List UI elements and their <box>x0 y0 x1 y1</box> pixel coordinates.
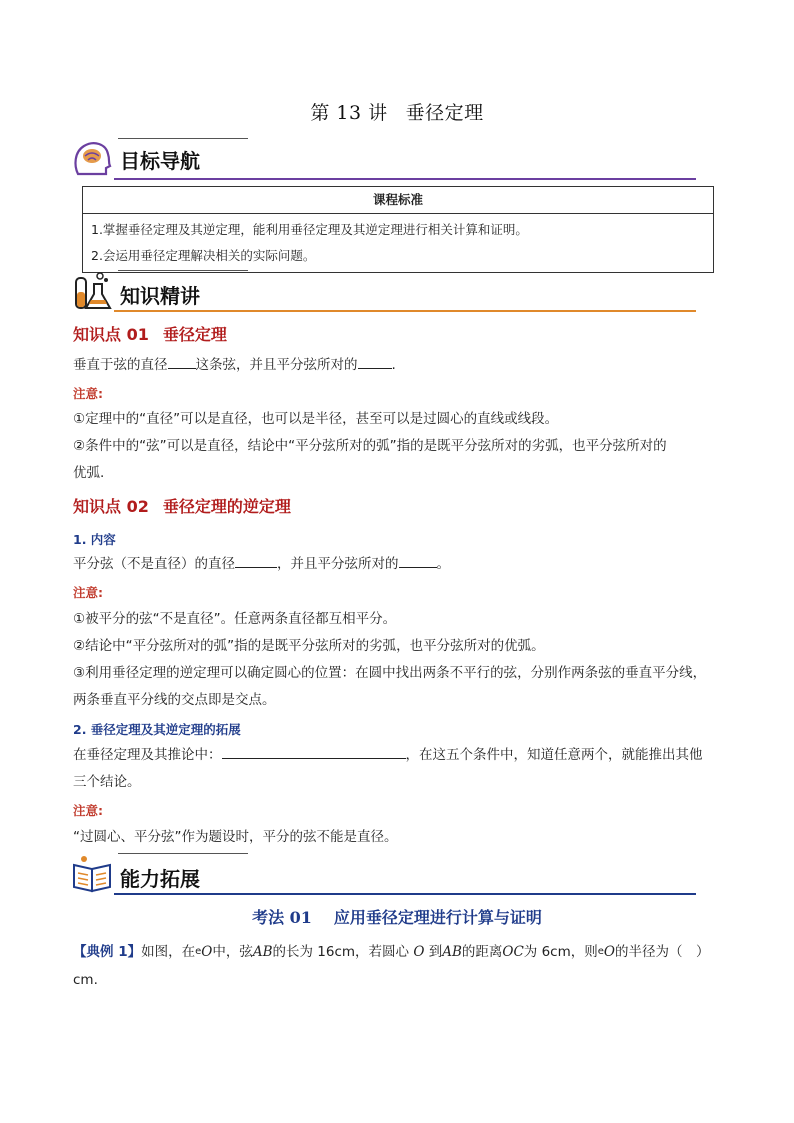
section-topline <box>118 853 248 854</box>
example-text: 的长为 16cm，若圆心 <box>272 944 410 960</box>
math-O: O <box>413 944 425 960</box>
table-cell <box>83 214 714 273</box>
circle-symbol: e <box>597 946 604 957</box>
example-text: 的半径为（ ） <box>615 944 710 960</box>
kp1-code: 知识点 01 <box>73 325 149 344</box>
fill-blank[interactable] <box>399 553 437 568</box>
example-text: 到 <box>428 944 443 960</box>
lab-flask-icon <box>70 270 116 312</box>
lecture-number: 第 13 讲 <box>310 102 388 124</box>
kp2-stmt-b: ，并且平分弦所对的 <box>277 556 399 572</box>
example-tag: 【典例 1】 <box>73 944 142 960</box>
knowledge-point-1-heading <box>73 322 227 345</box>
kp1-note-2: ②条件中的“弦”可以是直径，结论中“平分弦所对的弧”指的是既平分弦所对的劣弧，也平分弦所对的 <box>73 438 667 454</box>
kp2-name: 垂径定理的逆定理 <box>162 497 291 516</box>
example-text: 中，弦 <box>212 944 253 960</box>
kp2-extension <box>73 742 723 768</box>
kp2-note-3-cont: 两条垂直平分线的交点即是交点。 <box>73 692 276 708</box>
section-ability-header <box>70 853 696 895</box>
section-knowledge-header <box>70 270 696 312</box>
kp1-note-1: ①定理中的“直径”可以是直径，也可以是半径，甚至可以是过圆心的直线或线段。 <box>73 411 559 427</box>
kp2-note-label: 注意: <box>73 585 103 600</box>
example-text: 如图，在 <box>141 944 196 960</box>
table-header-row <box>83 187 714 214</box>
lecture-name: 垂径定理 <box>405 102 484 124</box>
kp2-extension-cont: 三个结论。 <box>73 774 141 790</box>
kp2-code: 知识点 02 <box>73 497 149 516</box>
math-OC: OC <box>502 944 524 960</box>
exam-code: 考法 01 <box>252 908 312 927</box>
fill-blank[interactable] <box>222 744 406 759</box>
kp2-ext-a: 在垂径定理及其推论中： <box>73 747 222 763</box>
kp2-note2-label: 注意: <box>73 803 103 818</box>
page-title <box>0 98 794 125</box>
section-ability-title: 能力拓展 <box>120 867 200 891</box>
kp2-statement <box>73 551 723 577</box>
math-O: O <box>201 944 213 960</box>
section-topline <box>118 138 248 139</box>
kp2-note-1: ①被平分的弦“不是直径”。任意两条直径都互相平分。 <box>73 611 397 627</box>
standard-item-1: 1.掌握垂径定理及其逆定理，能利用垂径定理及其逆定理进行相关计算和证明。 <box>91 222 528 237</box>
knowledge-point-2-heading <box>73 494 291 517</box>
kp1-stmt-b: 这条弦，并且平分弦所对的 <box>195 357 358 373</box>
fill-blank[interactable] <box>235 553 277 568</box>
kp2-note-3: ③利用垂径定理的逆定理可以确定圆心的位置：在圆中找出两条不平行的弦，分别作两条弦的垂直平分线， <box>73 665 707 681</box>
section-knowledge-title: 知识精讲 <box>120 284 200 308</box>
kp2-note-2: ②结论中“平分弦所对的弧”指的是既平分弦所对的劣弧，也平分弦所对的优弧。 <box>73 638 545 654</box>
example-1 <box>73 938 729 994</box>
course-standard-table <box>82 186 714 273</box>
kp2-ext-b: ，在这五个条件中，知道任意两个，就能推出其他 <box>405 747 703 763</box>
section-topline <box>118 270 248 271</box>
kp2-stmt-c: 。 <box>436 556 450 572</box>
math-O: O <box>603 944 615 960</box>
kp1-stmt-c: . <box>391 357 396 373</box>
section-knowledge-underline <box>114 310 696 312</box>
kp1-stmt-a: 垂直于弦的直径 <box>73 357 168 373</box>
section-ability-underline <box>114 893 696 895</box>
example-text: 为 6cm，则 <box>523 944 598 960</box>
brain-head-icon <box>70 138 116 180</box>
section-goal-title: 目标导航 <box>120 149 200 173</box>
fill-blank[interactable] <box>168 354 196 369</box>
exam-method-heading <box>0 905 794 928</box>
example-text: 的距离 <box>461 944 503 960</box>
math-AB: AB <box>252 944 273 960</box>
section-goal-header <box>70 138 696 180</box>
kp1-name: 垂径定理 <box>162 325 227 344</box>
kp2-subheading-extension: 2. 垂径定理及其逆定理的拓展 <box>73 722 241 737</box>
kp2-stmt-a: 平分弦（不是直径）的直径 <box>73 556 235 572</box>
example-text-line2: cm. <box>73 972 98 988</box>
fill-blank[interactable] <box>358 354 392 369</box>
standard-item-2: 2.会运用垂径定理解决相关的实际问题。 <box>91 248 316 263</box>
open-book-icon <box>70 853 116 895</box>
kp2-note2-text: “过圆心、平分弦”作为题设时，平分的弦不能是直径。 <box>73 829 398 845</box>
kp2-subheading-content: 1. 内容 <box>73 532 116 547</box>
math-AB: AB <box>442 944 462 960</box>
kp1-note-2-cont: 优弧. <box>73 465 105 481</box>
section-goal-underline <box>114 178 696 180</box>
kp1-note-label: 注意: <box>73 386 103 401</box>
table-row <box>83 214 714 273</box>
circle-symbol: e <box>195 946 202 957</box>
exam-name: 应用垂径定理进行计算与证明 <box>333 908 542 927</box>
kp1-statement <box>73 352 723 378</box>
table-header: 课程标准 <box>83 187 714 214</box>
